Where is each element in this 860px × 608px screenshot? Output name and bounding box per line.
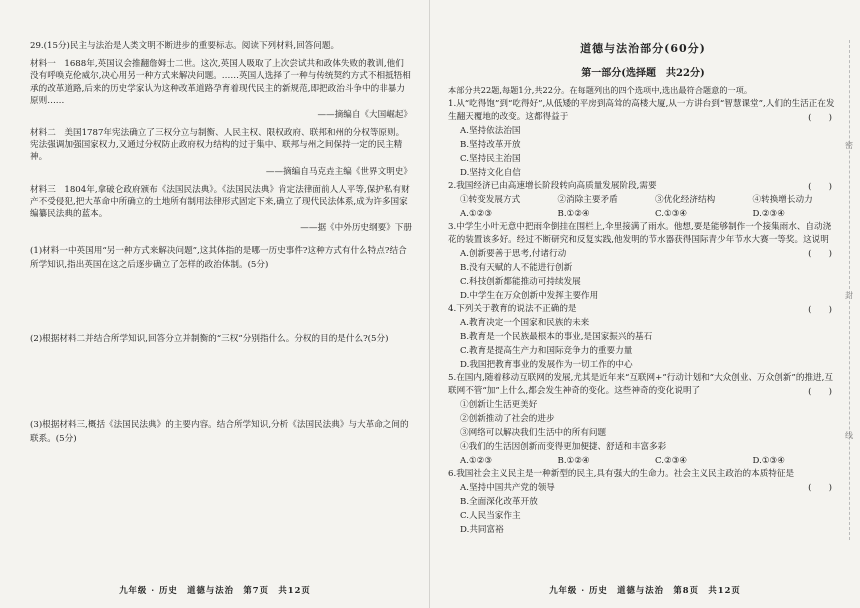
- question-3: [448, 221, 838, 303]
- material-1: 材料一 1688年,英国议会推翻詹姆士二世。这次,英国人吸取了上次尝试共和政体失败的教训,他们没有呼唤克伦威尔,决心用另一种方式来解决问题。……英国人选择了一种与传统契约方式不相抵牾相承的改革道路,后来的历史学家认为这种改革道路孕育着现代民主的新规范,即把政治斗争中的非暴力原则……: [30, 59, 411, 106]
- material-1-citation: ——摘编自《大国崛起》: [317, 110, 412, 121]
- option-b: B.全面深化改革开放: [460, 497, 538, 507]
- option-d: D.中学生在万众创新中发挥主要作用: [460, 291, 599, 301]
- section-title: 道德与法治部分(60分): [580, 42, 706, 55]
- question-stem: 6.我国社会主义民主是一种新型的民主,具有强大的生命力。社会主义民主政治的本质特征是: [448, 469, 795, 479]
- exam-page-right: [430, 0, 860, 608]
- material-3-citation: ——据《中外历史纲要》下册: [300, 223, 412, 234]
- option-c: C.②③④: [655, 456, 688, 466]
- question-stem: 2.我国经济已由高速增长阶段转向高质量发展阶段,需要: [448, 181, 657, 191]
- option-b: B.①②④: [557, 456, 590, 466]
- option-d: D.共同富裕: [460, 525, 504, 535]
- instructions: 本部分共22题,每题1分,共22分。在每题列出的四个选项中,选出最符合题意的一项。: [448, 85, 753, 95]
- option-c: C.教育是提高生产力和国际竞争力的重要力量: [460, 346, 633, 356]
- statement-4: ④转换增长动力: [752, 195, 813, 205]
- question-2: [448, 180, 838, 221]
- option-c: C.①③④: [655, 209, 688, 219]
- answer-paren: ( ): [808, 483, 832, 493]
- material-2: 材料二 美国1787年宪法确立了三权分立与制衡、人民主权、限权政府、联邦和州的分权等原则。宪法强调加强国家权力,又通过分权防止政府权力结构的过于集中、联邦与州之间保持一定的民主精神。: [30, 128, 405, 163]
- answer-paren: ( ): [808, 113, 832, 123]
- option-d: D.②③④: [752, 209, 785, 219]
- answer-paren: ( ): [808, 249, 832, 259]
- option-b: B.坚持改革开放: [460, 140, 521, 150]
- margin-mark-xian: 线: [845, 431, 853, 440]
- statement-2: ②消除主要矛盾: [557, 195, 618, 205]
- sub-question-1: (1)材料一中英国用“另一种方式来解决问题”,这其体指的是哪一历史事件?这种方式有什么特点?结合所学知识,指出英国在这之后逐步确立了怎样的政治体制。(5分): [30, 246, 407, 271]
- question-stem: 3.中学生小叶无意中把雨伞倒挂在围栏上,伞里接满了雨水。他想,要是能够制作一个接集雨水、自动浇花的装置该多好。经过不断研究和反复实践,他发明的节水器获得国际青少年节水大赛一等奖。这说明: [448, 222, 832, 245]
- sub-question-3: (3)根据材料三,概括《法国民法典》的主要内容。结合所学知识,分析《法国民法典》与大革命之间的联系。(5分): [30, 420, 409, 445]
- option-a: A.坚持依法治国: [460, 126, 521, 136]
- page-footer-left: 九年级 · 历史 道德与法治 第7页 共12页: [119, 585, 311, 595]
- answer-space-1: [30, 272, 412, 332]
- answer-paren: ( ): [808, 182, 832, 192]
- option-b: B.①②④: [557, 209, 590, 219]
- statement-3: ③网络可以解决我们生活中的所有问题: [460, 428, 607, 438]
- option-a: A.①②③: [460, 209, 493, 219]
- page-footer-right: 九年级 · 历史 道德与法治 第8页 共12页: [549, 585, 741, 595]
- option-d: D.我国把教育事业的发展作为一切工作的中心: [460, 360, 633, 370]
- question-stem: 5.在国内,随着移动互联网的发展,尤其是近年来“互联网+”行动计划和“大众创业、万众创新”的推进,互联网不管“加”上什么,都会发生神奇的变化。这些神奇的变化说明了: [448, 373, 833, 396]
- option-a: A.坚持中国共产党的领导: [460, 483, 555, 493]
- statement-4: ④我们的生活因创新而变得更加便捷、舒适和丰富多彩: [460, 442, 667, 452]
- statement-3: ③优化经济结构: [655, 195, 716, 205]
- question-stem: 1.从“吃得饱”到“吃得好”,从低矮的平房到高耸的高楼大厦,从一方讲台到“智慧课堂”,人们的生活正在发生翻天覆地的改变。这都得益于: [448, 99, 835, 122]
- sub-question-2: (2)根据材料二并结合所学知识,回答分立并制衡的“三权”分别指什么。分权的目的是什么?(5分): [30, 334, 389, 345]
- statement-2: ②创新推动了社会的进步: [460, 414, 555, 424]
- material-3: 材料三 1804年,拿破仑政府颁布《法国民法典》。《法国民法典》肯定法律面前人人平等,保护私有财产不受侵犯,把大革命中所确立的土地所有制用法律形式固定下来,确立了现代民法体系,成为许多国家编纂民法典的蓝本。: [30, 184, 410, 220]
- question-5: [448, 372, 838, 468]
- option-d: D.坚持文化自信: [460, 168, 521, 178]
- answer-space-2: [30, 346, 412, 418]
- option-d: D.①③④: [752, 456, 785, 466]
- question-29-stem: 29.(15分)民主与法治是人类文明不断进步的重要标志。阅读下列材料,回答问题。: [30, 41, 340, 51]
- statement-1: ①转变发展方式: [460, 195, 521, 205]
- question-stem: 4.下列关于教育的说法不正确的是: [448, 304, 577, 314]
- question-1: [448, 98, 838, 180]
- material-2-citation: ——摘编自马克垚主编《世界文明史》: [265, 166, 412, 177]
- question-4: [448, 303, 838, 372]
- option-b: B.教育是一个民族最根本的事业,是国家振兴的基石: [460, 332, 653, 342]
- statement-1: ①创新让生活更美好: [460, 400, 538, 410]
- option-a: A.创新要善于思考,付诸行动: [460, 249, 567, 259]
- option-c: C.人民当家作主: [460, 511, 521, 521]
- margin-mark-feng: 封: [845, 291, 853, 300]
- answer-paren: ( ): [808, 305, 832, 315]
- option-c: C.科技创新都能推动可持续发展: [460, 277, 581, 287]
- margin-mark-mi: 密: [845, 141, 853, 150]
- option-a: A.①②③: [460, 456, 493, 466]
- option-b: B.没有天赋的人不能进行创新: [460, 263, 573, 273]
- option-c: C.坚持民主治国: [460, 154, 521, 164]
- option-a: A.教育决定一个国家和民族的未来: [460, 318, 590, 328]
- answer-paren: ( ): [808, 387, 832, 397]
- part-title: 第一部分(选择题 共22分): [581, 68, 705, 79]
- question-6: [448, 468, 838, 537]
